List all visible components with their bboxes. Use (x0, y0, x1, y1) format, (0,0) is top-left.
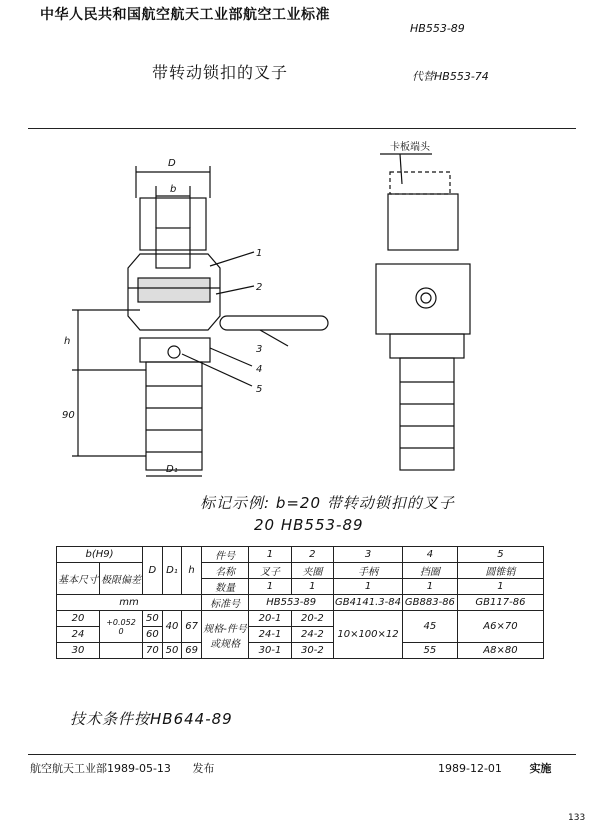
handle (220, 316, 328, 330)
table-row (57, 643, 544, 659)
table-cell: 30 (57, 643, 100, 659)
table-row (57, 595, 544, 611)
shank (146, 362, 202, 470)
org-title: 中华人民共和国航空航天工业部航空工业标准 (40, 7, 330, 23)
table-cell: 手柄 (334, 563, 403, 579)
page-number: 133 (568, 813, 586, 823)
table-cell: 70 (143, 643, 163, 659)
side-pin (421, 293, 431, 303)
header-cell: 极限偏差 (100, 563, 143, 595)
label-h: h (64, 336, 71, 347)
table-cell: 圆锥销 (457, 563, 543, 579)
callout-3: 3 (256, 344, 263, 355)
footer-issuer (30, 760, 214, 776)
table-cell: GB883-86 (402, 595, 457, 611)
table-cell: GB4141.3-84 (334, 595, 403, 611)
table-cell: 挡圈 (402, 563, 457, 579)
side-pin-hole (416, 288, 436, 308)
table-cell: 50 (162, 643, 182, 659)
header-cell: 名称 (201, 563, 248, 579)
table-cell: 1 (291, 579, 333, 595)
table-cell: 3 (334, 547, 403, 563)
side-body (376, 264, 470, 334)
body-section (138, 278, 210, 302)
table-cell: 20 (57, 611, 100, 627)
leader-4 (210, 348, 252, 366)
document-title: 带转动锁扣的叉子 (152, 63, 289, 82)
table-row (57, 563, 544, 579)
side-ring (390, 334, 464, 358)
header-cell: 数量 (201, 579, 248, 595)
standard-code: HB553-89 (410, 22, 465, 35)
table-cell: A6×70 (457, 611, 543, 643)
table-cell: 24-2 (291, 627, 333, 643)
header-cell: 基本尺寸 (57, 563, 100, 595)
table-cell: 24-1 (249, 627, 291, 643)
table-cell: 20-2 (291, 611, 333, 627)
header-cell: b(H9) (57, 547, 143, 563)
clamp-head-leader (400, 154, 402, 184)
table-cell: 叉子 (249, 563, 291, 579)
issue-label: 发布 (192, 762, 215, 775)
table-cell: GB117-86 (457, 595, 543, 611)
table-cell: 24 (57, 627, 100, 643)
table-cell: 30-1 (249, 643, 291, 659)
table-cell: 1 (402, 579, 457, 595)
footer-effective (438, 760, 551, 776)
table-cell: 20-1 (249, 611, 291, 627)
technical-drawing (60, 138, 500, 484)
table-cell: 69 (182, 643, 202, 659)
table-cell: 40 (162, 611, 182, 643)
table-cell: 2 (291, 547, 333, 563)
header-cell: D (143, 547, 163, 595)
table-cell: 1 (249, 579, 291, 595)
tech-requirement: 技术条件按HB644-89 (70, 710, 233, 728)
table-cell: 1 (249, 547, 291, 563)
leader-1 (210, 252, 254, 266)
side-shank (400, 358, 454, 470)
table-row (57, 611, 544, 627)
table-cell (100, 643, 143, 659)
clamp-head-label: 卡板端头 (390, 142, 430, 153)
table-cell: 1 (334, 579, 403, 595)
table-cell: 55 (402, 643, 457, 659)
callout-5: 5 (256, 384, 263, 395)
label-90: 90 (62, 410, 75, 421)
leader-5 (182, 354, 252, 386)
table-cell: A8×80 (457, 643, 543, 659)
table-cell: 5 (457, 547, 543, 563)
cross-pin (168, 346, 180, 358)
table-cell: 1 (457, 579, 543, 595)
header-cell: D₁ (162, 547, 182, 595)
header-rule (28, 128, 576, 129)
clamp-head (390, 172, 450, 194)
callout-2: 2 (256, 282, 263, 293)
issuer-date: 航空航天工业部1989-05-13 (30, 762, 171, 775)
table-cell: 45 (402, 611, 457, 643)
unit-cell: mm (57, 595, 202, 611)
header-cell: 件号 (201, 547, 248, 563)
effective-date: 1989-12-01 (438, 762, 502, 775)
leader-2 (216, 286, 254, 294)
header-cell: 标准号 (201, 595, 248, 611)
callout-1: 1 (256, 248, 263, 259)
table-row (57, 547, 544, 563)
fork-slot (156, 228, 190, 268)
header-cell: h (182, 547, 202, 595)
table-cell: 夹圈 (291, 563, 333, 579)
table-cell: 30-2 (291, 643, 333, 659)
callout-4: 4 (256, 364, 263, 375)
header-cell: 规格-件号或规格 (201, 611, 248, 659)
table-cell: +0.052 0 (100, 611, 143, 643)
effective-label: 实施 (529, 762, 552, 775)
replaces-label: 代替HB553-74 (412, 70, 489, 83)
table-cell: 10×100×12 (334, 611, 403, 659)
leader-3 (260, 330, 288, 346)
table-cell: HB553-89 (249, 595, 334, 611)
marking-example-line2: 20 HB553-89 (254, 516, 364, 534)
table-cell: 4 (402, 547, 457, 563)
side-fork (388, 194, 458, 250)
label-D1: D₁ (166, 464, 178, 475)
spec-table (56, 546, 544, 659)
fork-arms (140, 198, 206, 250)
label-D: D (168, 158, 176, 169)
table-cell: 60 (143, 627, 163, 643)
table-cell: 67 (182, 611, 202, 643)
label-b: b (170, 184, 177, 195)
marking-example-line1: 标记示例: b=20 带转动锁扣的叉子 (200, 494, 455, 512)
footer-rule (28, 754, 576, 755)
table-cell: 50 (143, 611, 163, 627)
